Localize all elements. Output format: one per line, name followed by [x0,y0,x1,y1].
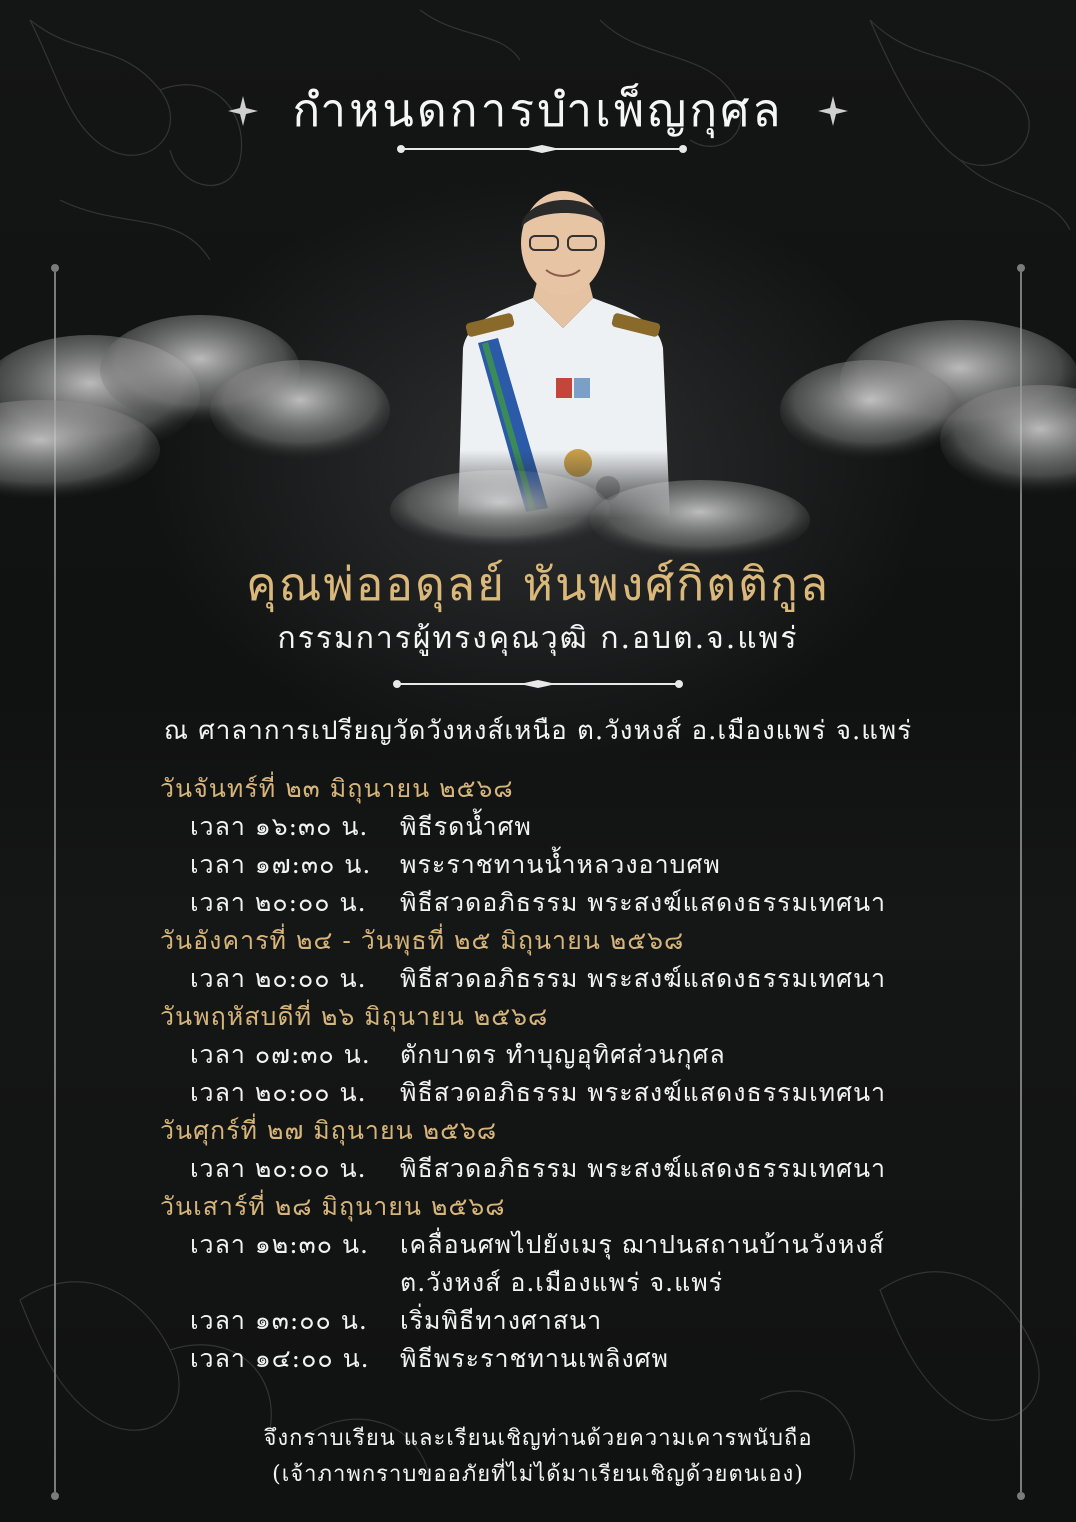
schedule-item [160,960,960,998]
schedule-item [160,808,960,846]
item-text: ตักบาตร ทำบุญอุทิศส่วนกุศล [400,1040,726,1069]
portrait-photo [438,178,688,518]
item-text: พระราชทานน้ำหลวงอาบศพ [400,850,721,879]
item-text: พิธีสวดอภิธรรม พระสงฆ์แสดงธรรมเทศนา [400,1154,887,1183]
item-time: เวลา ๒๐:๐๐ น. [190,888,367,917]
schedule-day: วันศุกร์ที่ ๒๗ มิถุนายน ๒๕๖๘ [160,1116,498,1145]
item-time: เวลา ๐๗:๓๐ น. [190,1040,371,1069]
item-time: เวลา ๑๓:๐๐ น. [190,1306,368,1335]
footer-apology: (เจ้าภาพกราบขออภัยที่ไม่ได้มาเรียนเชิญด้วยตนเอง) [272,1462,804,1487]
schedule-item [160,1150,960,1188]
item-time: เวลา ๑๔:๐๐ น. [190,1344,370,1373]
schedule-item-continuation [160,1264,960,1302]
schedule-day: วันอังคารที่ ๒๔ - วันพุธที่ ๒๕ มิถุนายน ๒๕๖๘ [160,926,685,955]
item-time: เวลา ๑๖:๓๐ น. [190,812,369,841]
name-divider [392,678,684,690]
item-text: พิธีสวดอภิธรรม พระสงฆ์แสดงธรรมเทศนา [400,888,887,917]
schedule-item [160,1302,960,1340]
schedule-day: วันเสาร์ที่ ๒๘ มิถุนายน ๒๕๖๘ [160,1192,506,1221]
item-time: เวลา ๒๐:๐๐ น. [190,1078,367,1107]
item-time: เวลา ๒๐:๐๐ น. [190,964,367,993]
item-time: เวลา ๑๒:๓๐ น. [190,1230,369,1259]
title-divider [396,143,688,155]
schedule-day: วันพฤหัสบดีที่ ๒๖ มิถุนายน ๒๕๖๘ [160,1002,549,1031]
schedule-item [160,884,960,922]
item-text: ต.วังหงส์ อ.เมืองแพร่ จ.แพร่ [400,1268,724,1297]
item-text: เริ่มพิธีทางศาสนา [400,1306,603,1335]
item-text: พิธีสวดอภิธรรม พระสงฆ์แสดงธรรมเทศนา [400,1078,887,1107]
schedule-item [160,846,960,884]
deceased-name: คุณพ่ออดุลย์ หันพงศ์กิตติกูล [245,557,831,611]
schedule-item [160,1074,960,1112]
schedule-item [160,1036,960,1074]
item-time: เวลา ๒๐:๐๐ น. [190,1154,367,1183]
item-text: พิธีพระราชทานเพลิงศพ [400,1344,670,1373]
schedule-item [160,1340,960,1378]
item-text: เคลื่อนศพไปยังเมรุ ฌาปนสถานบ้านวังหงส์ [400,1230,885,1259]
deceased-role: กรรมการผู้ทรงคุณวุฒิ ก.อบต.จ.แพร่ [277,621,799,656]
sparkle-icon [818,96,848,126]
footer-invitation: จึงกราบเรียน และเรียนเชิญท่านด้วยความเคารพนับถือ [263,1426,813,1451]
schedule-list [160,770,960,1378]
venue-text: ณ ศาลาการเปรียญวัดวังหงส์เหนือ ต.วังหงส์ อ.เมืองแพร่ จ.แพร่ [163,716,913,746]
page-title: กำหนดการบำเพ็ญกุศล [292,83,784,137]
item-text: พิธีรดน้ำศพ [400,812,532,841]
schedule-day: วันจันทร์ที่ ๒๓ มิถุนายน ๒๕๖๘ [160,774,514,803]
item-time: เวลา ๑๗:๓๐ น. [190,850,372,879]
schedule-item [160,1226,960,1264]
item-text: พิธีสวดอภิธรรม พระสงฆ์แสดงธรรมเทศนา [400,964,887,993]
